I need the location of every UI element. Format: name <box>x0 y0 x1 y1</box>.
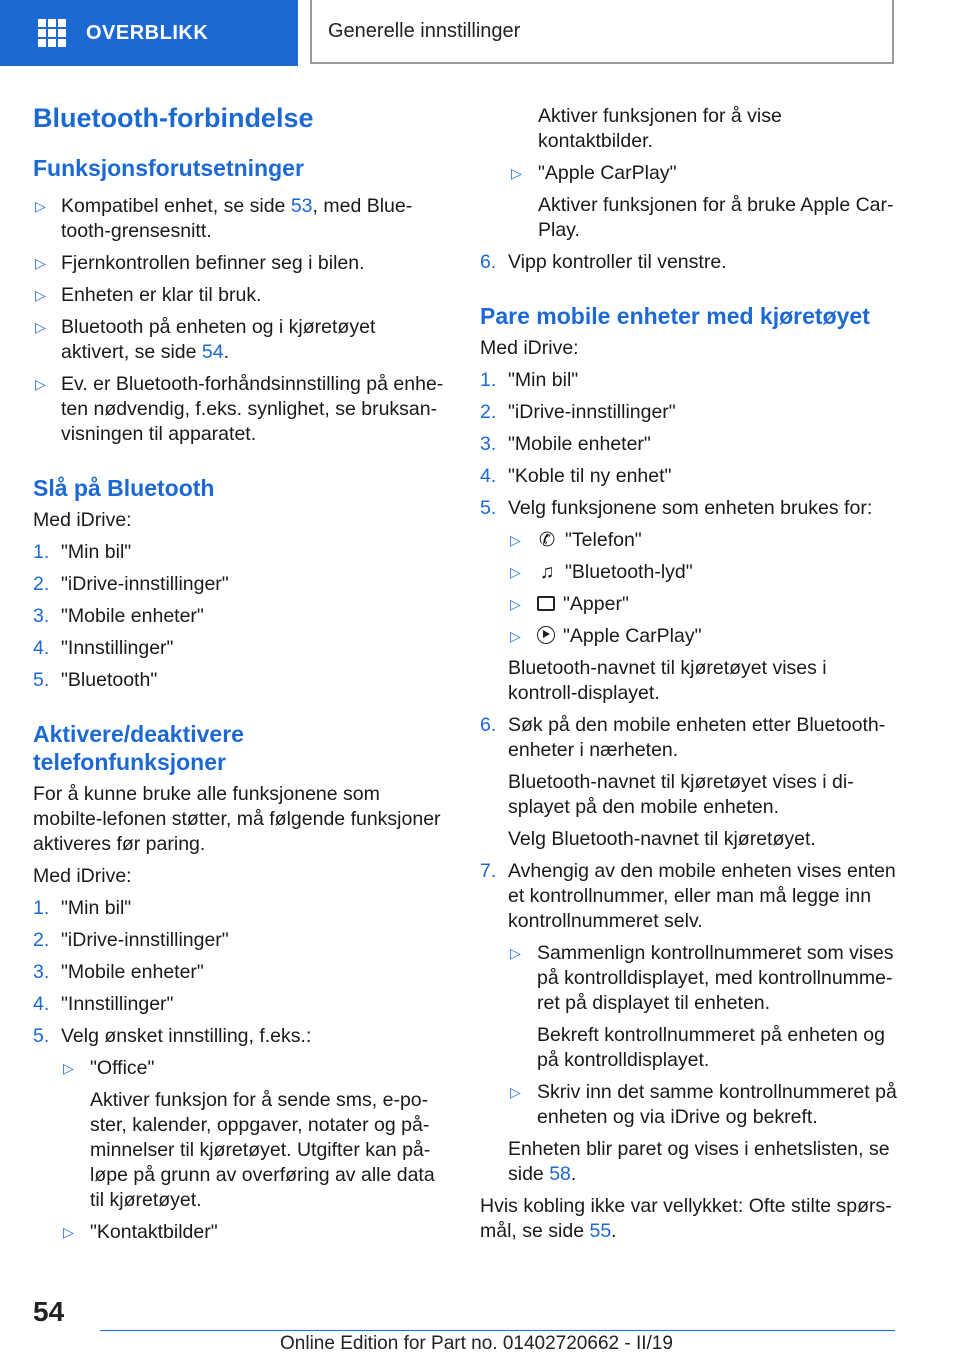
page-link-58[interactable]: 58 <box>549 1163 571 1185</box>
body-text: Bluetooth-navnet til kjøretøyet vises i di-splayet på den mobile enheten. <box>508 771 854 818</box>
list-item: 3. "Mobile enheter" <box>33 961 204 983</box>
phone-icon: ✆ <box>538 529 556 551</box>
left-column <box>33 92 448 1252</box>
list-item: ▷ Bluetooth på enheten og i kjøretøyet aktivert, se side 54. <box>35 316 376 363</box>
list-item: ▷ "Apple CarPlay" Aktiver funksjonen for å bruke Apple Car-Play. <box>511 162 894 241</box>
prerequisites-list <box>33 194 448 447</box>
page-header <box>0 0 960 66</box>
list-item: ▷ "Office" Aktiver funksjon for å sende sms, e-po-ster, kalender, oppgaver, notater og på-minnelser til kjøretøyet. Utgifter kan på-løpe på grunn av overføring av alle data til kjøretøyet. <box>63 1057 435 1211</box>
steps-list <box>33 896 448 1245</box>
list-item: ▷ Kompatibel enhet, se side 53, med Blue-tooth-grensesnitt. <box>35 195 413 242</box>
steps-list <box>480 368 900 1187</box>
list-item: 2. "iDrive-innstillinger" <box>33 573 229 595</box>
overview-tab[interactable] <box>0 0 298 66</box>
list-item: 6. Vipp kontroller til venstre. <box>480 251 727 273</box>
overview-tab-label: OVERBLIKK <box>86 21 209 44</box>
page-link-54[interactable]: 54 <box>201 341 224 363</box>
body-text: Bluetooth-navnet til kjøretøyet vises i kontroll-displayet. <box>508 657 827 704</box>
continued-options-list <box>480 104 900 243</box>
page-title: Bluetooth-forbindelse <box>33 103 314 133</box>
section-tab[interactable] <box>310 0 894 64</box>
apps-icon <box>537 596 555 611</box>
list-item: 2. "iDrive-innstillinger" <box>33 929 229 951</box>
list-item: 2. "iDrive-innstillinger" <box>480 401 676 423</box>
list-item: 6. Søk på den mobile enheten etter Bluetooth-enheter i nærheten. Bluetooth-navnet til kjøretøyet vises i di-splayet på den mobile enheten. Velg Bluetooth-navnet til kjøretøyet. <box>480 713 900 852</box>
list-item: ▷ ✆ "Telefon" <box>510 529 642 551</box>
body-text: Enheten blir paret og vises i enhetslisten, se side 58. <box>508 1138 890 1185</box>
list-item: 5. "Bluetooth" <box>33 669 158 691</box>
list-item: 7. Avhengig av den mobile enheten vises enten et kontrollnummer, eller man må legge inn kontrollnummeret selv. ▷ Sammenlign kontrollnummeret som vises på kontrolldisplayet, med kontrollnumme-ret på displayet til enheten. Bekreft kontrollnummeret på enheten og på kontrolldisplayet. ▷ Skriv inn det samme kontrollnummeret på enheten og via iDrive og bekreft. Enheten blir paret og vises i enhetslisten, se side 58. <box>480 859 900 1187</box>
list-item: ▷ "Apple CarPlay" <box>510 625 702 647</box>
options-list <box>508 941 900 1130</box>
music-note-icon: ♫ <box>539 561 555 583</box>
steps-list <box>33 540 448 693</box>
page-link-55[interactable]: 55 <box>589 1220 612 1242</box>
list-item: 4. "Innstillinger" <box>33 993 174 1015</box>
footer-divider <box>100 1330 895 1331</box>
list-item: 4. "Innstillinger" <box>33 637 174 659</box>
list-item: ▷ Enheten er klar til bruk. <box>35 284 262 306</box>
intro-text: Med iDrive: <box>33 865 132 887</box>
page-number: 54 <box>33 1296 65 1327</box>
steps-list <box>480 250 900 275</box>
list-item: ▷ "Apper" <box>510 593 629 615</box>
heading-bluetooth-on: Slå på Bluetooth <box>33 475 215 501</box>
list-item-continued: Aktiver funksjonen for å vise kontaktbilder. <box>538 105 782 152</box>
right-column <box>480 104 900 1251</box>
body-text: Hvis kobling ikke var vellykket: Ofte stilte spørs-mål, se side 55. <box>480 1195 892 1242</box>
list-item: 5. Velg ønsket innstilling, f.eks.: ▷ "Office" Aktiver funksjon for å sende sms, e-po-ster, kalender, oppgaver, notater og på-minnelser til kjøretøyet. Utgifter kan på-løpe på grunn av overføring av alle data til kjøretøyet. ▷ "Kontaktbilder" <box>33 1024 448 1245</box>
intro-text: Med iDrive: <box>480 337 579 359</box>
body-text: Velg Bluetooth-navnet til kjøretøyet. <box>508 828 816 850</box>
list-item: ▷ Fjernkontrollen befinner seg i bilen. <box>35 252 365 274</box>
heading-pair-devices: Pare mobile enheter med kjøretøyet <box>480 303 870 329</box>
list-item: 4. "Koble til ny enhet" <box>480 465 672 487</box>
grid-icon <box>38 19 66 47</box>
intro-text: Med iDrive: <box>33 509 132 531</box>
footer-edition: Online Edition for Part no. 01402720662 - II/19 <box>280 1333 673 1354</box>
body-text: For å kunne bruke alle funksjonene som mobilte-lefonen støtter, må følgende funksjoner aktiveres før paring. <box>33 783 441 855</box>
carplay-icon <box>537 626 555 644</box>
list-item: 3. "Mobile enheter" <box>480 433 651 455</box>
list-item: ▷ Ev. er Bluetooth-forhåndsinnstilling på enhe-ten nødvendig, f.eks. synlighet, se bruksan-visningen til apparatet. <box>35 373 444 445</box>
options-list <box>61 1056 448 1245</box>
section-tab-label: Generelle innstillinger <box>328 19 521 42</box>
heading-prerequisites: Funksjonsforutsetninger <box>33 155 304 181</box>
list-item: 5. Velg funksjonene som enheten brukes for: ▷ ✆ "Telefon" ▷ ♫ "Bluetooth-lyd" ▷ "Apper" ▷ "Apple CarPlay" Bluetooth-navnet til kjøretøyet vises i kontroll-displayet. <box>480 496 900 706</box>
list-item: ▷ ♫ "Bluetooth-lyd" <box>510 561 693 583</box>
list-item: ▷ "Kontaktbilder" <box>63 1221 218 1243</box>
list-item: 3. "Mobile enheter" <box>33 605 204 627</box>
list-item: ▷ Skriv inn det samme kontrollnummeret på enheten og via iDrive og bekreft. <box>510 1081 897 1128</box>
list-item: ▷ Sammenlign kontrollnummeret som vises på kontrolldisplayet, med kontrollnumme-ret på displayet til enheten. Bekreft kontrollnummeret på enheten og på kontrolldisplayet. <box>510 942 894 1071</box>
functions-list <box>508 528 900 649</box>
heading-phone-functions: Aktivere/deaktivere telefonfunksjoner <box>33 721 244 775</box>
page-link-53[interactable]: 53 <box>290 195 313 217</box>
list-item: 1. "Min bil" <box>480 369 579 391</box>
list-item: 1. "Min bil" <box>33 541 132 563</box>
list-item: 1. "Min bil" <box>33 897 132 919</box>
